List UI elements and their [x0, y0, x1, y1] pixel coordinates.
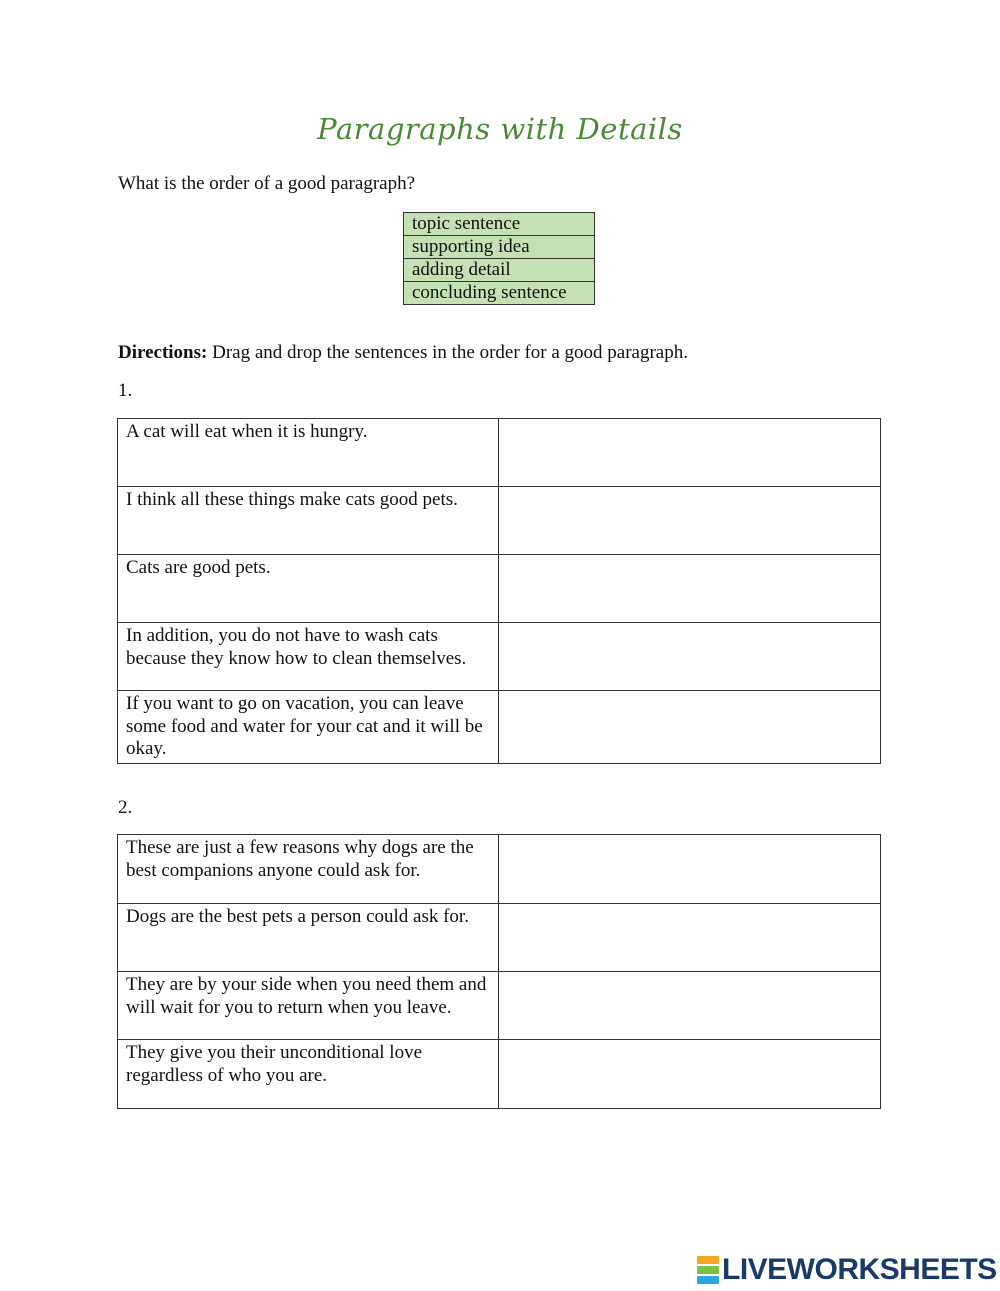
sentence-card[interactable]: I think all these things make cats good pets. [118, 487, 499, 555]
sentence-card[interactable]: If you want to go on vacation, you can leave some food and water for your cat and it will be okay. [118, 691, 499, 764]
directions-label: Directions: [118, 342, 208, 363]
drop-zone[interactable] [499, 623, 881, 691]
drop-zone[interactable] [499, 691, 881, 764]
sentence-card[interactable]: In addition, you do not have to wash cats because they know how to clean themselves. [118, 623, 499, 691]
order-item-concluding: concluding sentence [404, 282, 595, 305]
paragraph-order-table [403, 212, 595, 305]
liveworksheets-logo [697, 1252, 997, 1288]
logo-text: LIVEWORKSHEETS [722, 1253, 997, 1286]
drop-zone[interactable] [499, 835, 881, 904]
logo-mark-icon [697, 1255, 719, 1285]
sentence-card[interactable]: They give you their unconditional love regardless of who you are. [118, 1040, 499, 1109]
order-item-detail: adding detail [404, 259, 595, 282]
exercise-2-number: 2. [118, 797, 133, 818]
drop-zone[interactable] [499, 1040, 881, 1109]
sentence-card[interactable]: A cat will eat when it is hungry. [118, 419, 499, 487]
directions-text: Drag and drop the sentences in the order for a good paragraph. [207, 342, 688, 363]
question-text: What is the order of a good paragraph? [118, 173, 416, 194]
exercise-1-table [117, 418, 881, 764]
order-item-topic: topic sentence [404, 213, 595, 236]
sentence-card[interactable]: Cats are good pets. [118, 555, 499, 623]
exercise-1-number: 1. [118, 380, 133, 401]
drop-zone[interactable] [499, 487, 881, 555]
drop-zone[interactable] [499, 904, 881, 972]
sentence-card[interactable]: They are by your side when you need them and will wait for you to return when you leave. [118, 972, 499, 1040]
drop-zone[interactable] [499, 419, 881, 487]
drop-zone[interactable] [499, 555, 881, 623]
drop-zone[interactable] [499, 972, 881, 1040]
page-title: Paragraphs with Details [317, 112, 683, 146]
directions [118, 342, 688, 364]
sentence-card[interactable]: Dogs are the best pets a person could ask for. [118, 904, 499, 972]
order-item-supporting: supporting idea [404, 236, 595, 259]
exercise-2-table [117, 834, 881, 1109]
sentence-card[interactable]: These are just a few reasons why dogs are the best companions anyone could ask for. [118, 835, 499, 904]
